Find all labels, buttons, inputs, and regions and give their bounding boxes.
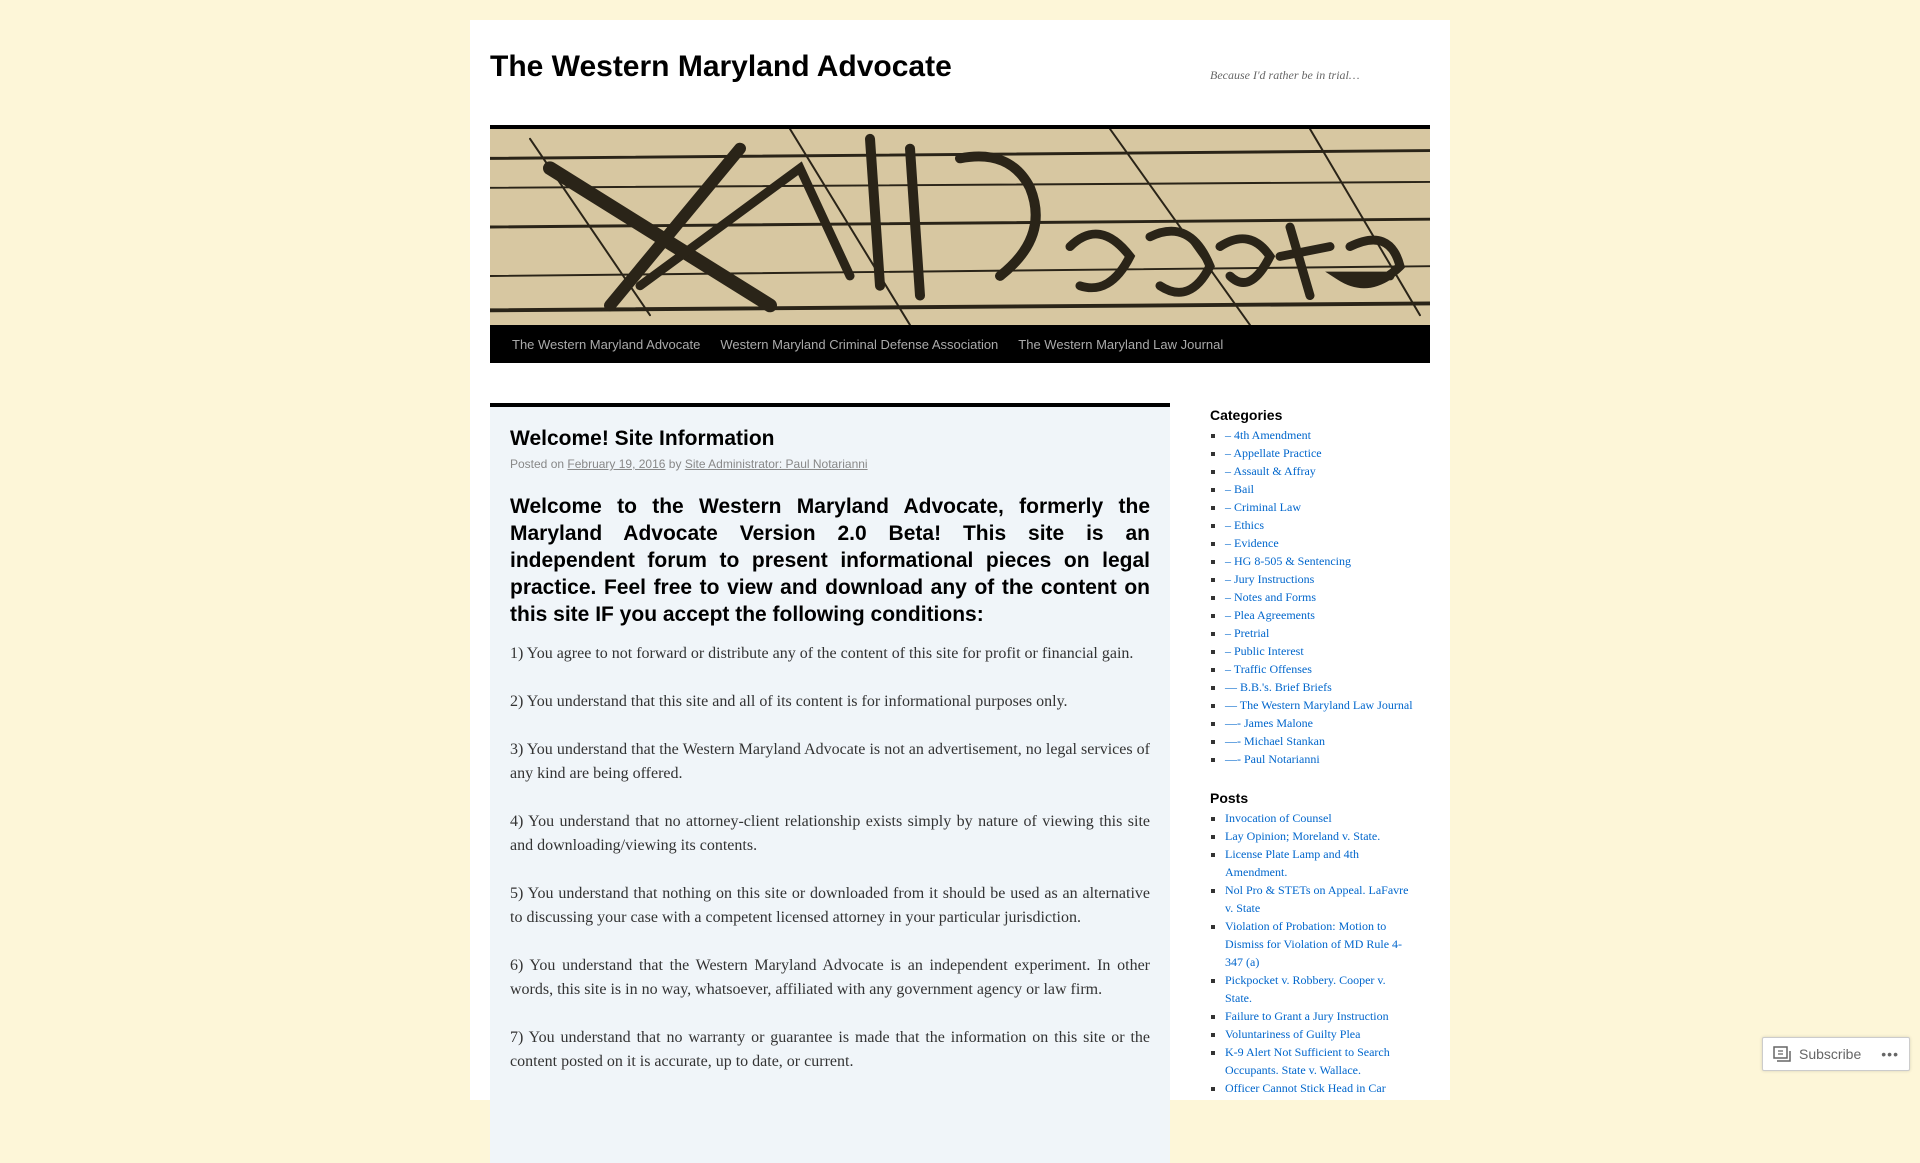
post-link[interactable]: Voluntariness of Guilty Plea xyxy=(1225,1027,1361,1041)
list-item xyxy=(1225,552,1415,570)
post-author-link[interactable]: Site Administrator: Paul Notarianni xyxy=(684,457,868,471)
post-link[interactable]: Violation of Probation: Motion to Dismiss for Violation of MD Rule 4-347 (a) xyxy=(1225,919,1403,969)
subscribe-bar[interactable] xyxy=(1762,1037,1910,1071)
post-link[interactable]: Pickpocket v. Robbery. Cooper v. State. xyxy=(1225,973,1386,1005)
condition-2: 2) You understand that this site and all of its content is for informational purposes only. xyxy=(510,693,1068,710)
post-link[interactable]: Nol Pro & STETs on Appeal. LaFavre v. State xyxy=(1225,883,1409,915)
category-link[interactable]: – Pretrial xyxy=(1225,626,1270,640)
list-item xyxy=(1225,809,1415,827)
list-item xyxy=(1225,732,1415,750)
main-area xyxy=(490,363,1430,1163)
header-banner-image xyxy=(490,125,1430,325)
list-item xyxy=(1225,480,1415,498)
list-item xyxy=(1225,714,1415,732)
category-link[interactable]: – Jury Instructions xyxy=(1225,572,1315,586)
category-link[interactable]: – Evidence xyxy=(1225,536,1279,550)
list-item xyxy=(1225,642,1415,660)
list-item xyxy=(1225,1007,1415,1025)
list-item xyxy=(1225,750,1415,768)
list-item xyxy=(1225,660,1415,678)
page-wrapper xyxy=(470,20,1450,1100)
condition-7: 7) You understand that no warranty or guarantee is made that the information on this site or the content posted on it is accurate, up to date, or current. xyxy=(510,1029,1150,1070)
post-content xyxy=(490,403,1170,1163)
posts-title: Posts xyxy=(1210,790,1249,806)
list-item xyxy=(1225,498,1415,516)
list-item xyxy=(1225,534,1415,552)
follow-icon xyxy=(1773,1046,1791,1062)
post-link[interactable]: Failure to Grant a Jury Instruction xyxy=(1225,1009,1389,1023)
list-item xyxy=(1225,971,1415,1007)
post-meta xyxy=(510,457,1150,471)
condition-6: 6) You understand that the Western Maryland Advocate is an independent experiment. In other words, this site is in no way, whatsoever, affiliated with any government agency or law firm. xyxy=(510,957,1150,998)
list-item xyxy=(1225,1079,1415,1097)
category-link[interactable]: — B.B.'s. Brief Briefs xyxy=(1225,680,1332,694)
list-item xyxy=(1225,917,1415,971)
category-link[interactable]: —- Michael Stankan xyxy=(1225,734,1325,748)
category-link[interactable]: — The Western Maryland Law Journal xyxy=(1225,698,1413,712)
subscribe-button[interactable]: Subscribe xyxy=(1799,1046,1862,1062)
site-description: Because I'd rather be in trial… xyxy=(1210,68,1360,82)
list-item xyxy=(1225,696,1415,714)
posts-list xyxy=(1210,809,1415,1097)
category-link[interactable]: – Bail xyxy=(1225,482,1254,496)
post-link[interactable]: Officer Cannot Stick Head in Car xyxy=(1225,1081,1386,1095)
sidebar xyxy=(1210,407,1415,1119)
list-item xyxy=(1225,1043,1415,1079)
list-item xyxy=(1225,570,1415,588)
list-item xyxy=(1225,588,1415,606)
list-item xyxy=(1225,516,1415,534)
category-link[interactable]: —- James Malone xyxy=(1225,716,1313,730)
main-navigation xyxy=(490,325,1430,363)
site-header xyxy=(490,20,1430,104)
list-item xyxy=(1225,881,1415,917)
post-link[interactable]: License Plate Lamp and 4th Amendment. xyxy=(1225,847,1359,879)
category-link[interactable]: – Traffic Offenses xyxy=(1225,662,1312,676)
category-link[interactable]: – HG 8-505 & Sentencing xyxy=(1225,554,1351,568)
category-link[interactable]: – Notes and Forms xyxy=(1225,590,1316,604)
post-date-link[interactable]: February 19, 2016 xyxy=(567,457,666,471)
category-link[interactable]: – Ethics xyxy=(1225,518,1264,532)
condition-4: 4) You understand that no attorney-client relationship exists simply by nature of viewing this site and downloading/viewing its contents. xyxy=(510,813,1150,854)
category-link[interactable]: – Appellate Practice xyxy=(1225,446,1322,460)
post-link[interactable]: Lay Opinion; Moreland v. State. xyxy=(1225,829,1381,843)
list-item xyxy=(1225,1025,1415,1043)
category-link[interactable]: – 4th Amendment xyxy=(1225,428,1311,442)
categories-title: Categories xyxy=(1210,407,1283,423)
post-title[interactable]: Welcome! Site Information xyxy=(510,427,775,450)
post-lead: Welcome to the Western Maryland Advocate, formerly the Maryland Advocate Version 2.0 Beta! This site is an independent forum to present informational pieces on legal practice. Feel free to view and download any of the content on this site IF you accept the following conditions: xyxy=(510,495,1150,626)
site-title[interactable]: The Western Maryland Advocate xyxy=(490,50,952,83)
post-link[interactable]: K-9 Alert Not Sufficient to Search Occupants. State v. Wallace. xyxy=(1225,1045,1390,1077)
post-link[interactable]: Invocation of Counsel xyxy=(1225,811,1332,825)
category-link[interactable]: – Plea Agreements xyxy=(1225,608,1315,622)
list-item xyxy=(1225,426,1415,444)
list-item xyxy=(1225,845,1415,881)
condition-3: 3) You understand that the Western Maryland Advocate is not an advertisement, no legal services of any kind are being offered. xyxy=(510,741,1150,782)
nav-item-western-maryland-advocate[interactable]: The Western Maryland Advocate xyxy=(512,336,701,352)
list-item xyxy=(1225,827,1415,845)
list-item xyxy=(1225,624,1415,642)
meta-posted-on: Posted on xyxy=(510,457,565,471)
condition-1: 1) You agree to not forward or distribute any of the content of this site for profit or financial gain. xyxy=(510,645,1134,662)
list-item xyxy=(1225,678,1415,696)
category-link[interactable]: —- Paul Notarianni xyxy=(1225,752,1320,766)
list-item xyxy=(1225,606,1415,624)
condition-5: 5) You understand that nothing on this site or downloaded from it should be used as an alternative to discussing your case with a competent licensed attorney in your particular jurisdiction. xyxy=(510,885,1150,926)
list-item xyxy=(1225,462,1415,480)
more-options-icon[interactable]: ••• xyxy=(1881,1046,1899,1062)
meta-by: by xyxy=(668,457,682,471)
category-link[interactable]: – Public Interest xyxy=(1225,644,1304,658)
category-link[interactable]: – Assault & Affray xyxy=(1225,464,1316,478)
list-item xyxy=(1225,444,1415,462)
nav-item-law-journal[interactable]: The Western Maryland Law Journal xyxy=(1018,336,1224,352)
categories-list xyxy=(1210,426,1415,768)
nav-item-criminal-defense-association[interactable]: Western Maryland Criminal Defense Association xyxy=(720,336,999,352)
category-link[interactable]: – Criminal Law xyxy=(1225,500,1301,514)
